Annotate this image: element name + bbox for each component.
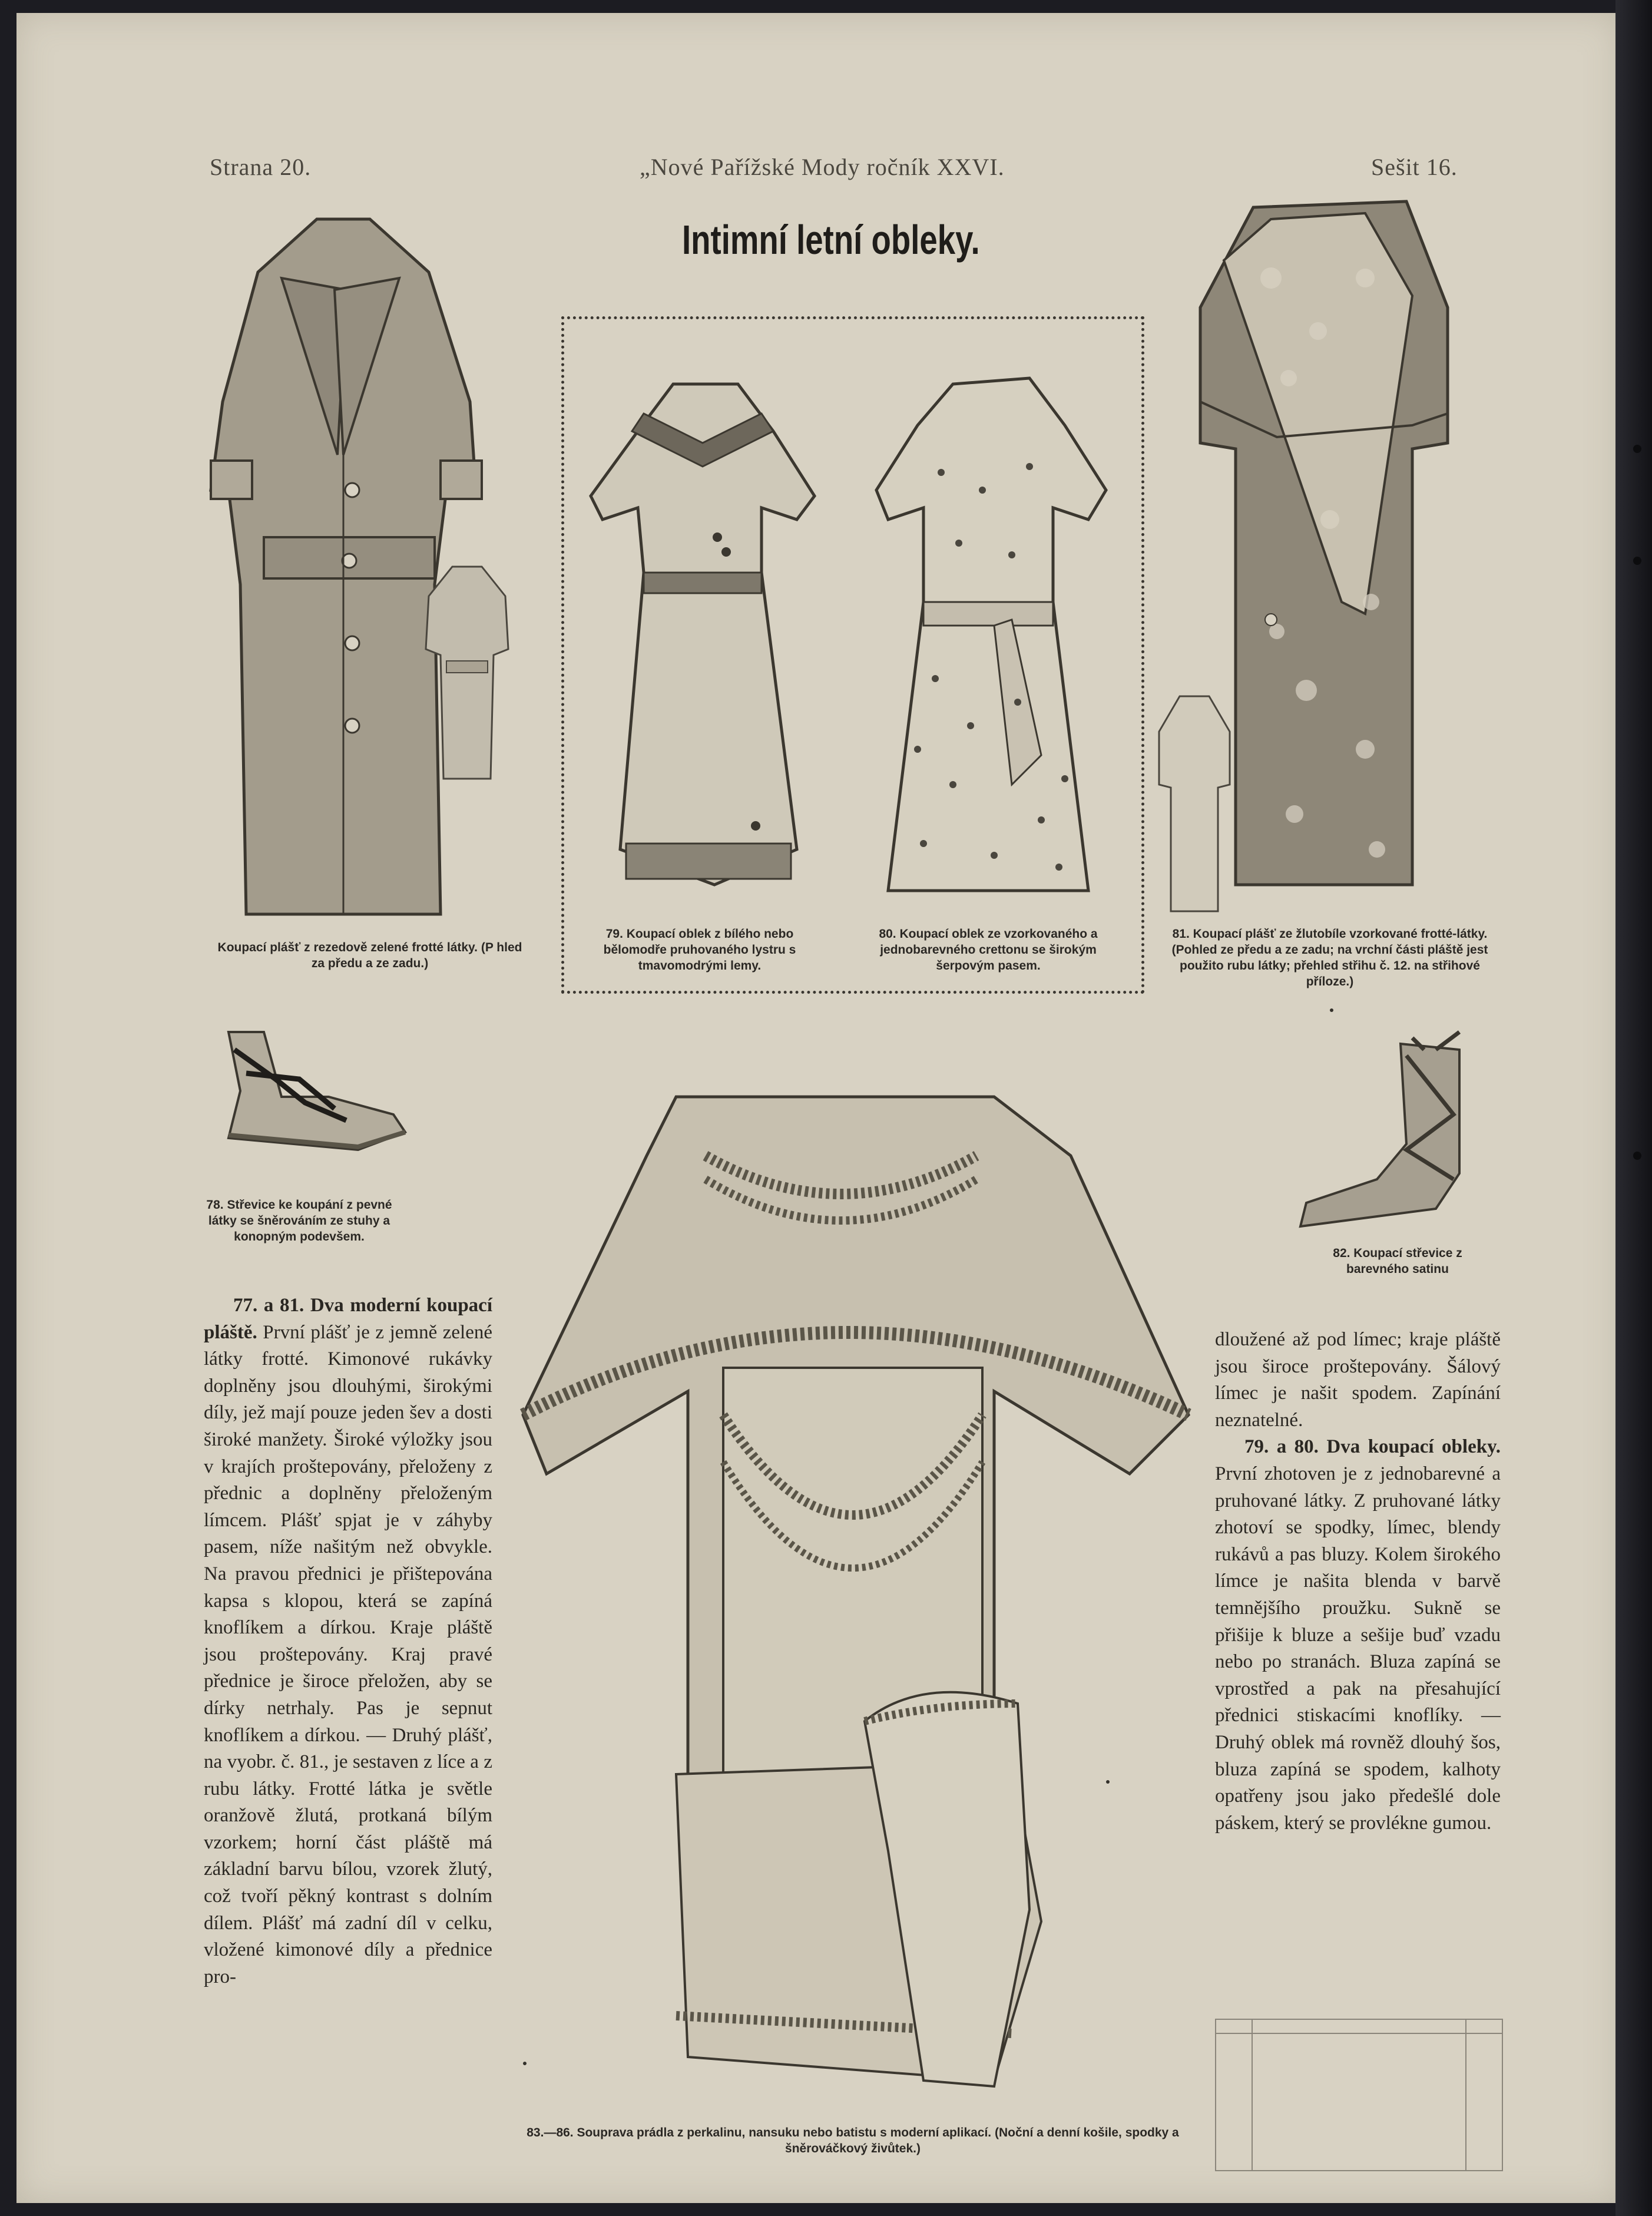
issue-number: Sešit 16. <box>1371 154 1458 180</box>
article-right-heading: Dva koupací obleky. <box>1326 1436 1501 1458</box>
book-edge <box>1615 0 1652 2216</box>
caption-82: 82. Koupací střevice z barevného satinu <box>1333 1246 1462 1276</box>
magazine-title: „Nové Pařížské Mody ročník XXVI. <box>640 154 1005 180</box>
pattern-box <box>1215 2019 1503 2171</box>
edge-mark <box>1633 445 1641 453</box>
shoe-82-illustration <box>1283 1026 1495 1238</box>
article-right-heading-nums: 79. a 80. <box>1244 1436 1319 1458</box>
coat-77-back-view <box>423 561 511 785</box>
caption-78: 78. Střevice ke koupání z pevné látky se šněrováním ze stuhy a konopným podevšem. <box>206 1198 392 1243</box>
caption-79: 79. Koupací oblek z bílého nebo bělomodře pruhovaného lystru s tmavomodrými lemy. <box>603 927 796 973</box>
magazine-page <box>16 13 1620 2203</box>
bathing-suit-80-illustration <box>865 372 1130 914</box>
caption-83-86: 83.—86. Souprava prádla z perkalinu, nansuku nebo batistu s moderní aplikací. (Noční a denní košile, spodky a šněrováčkový živůtek.) <box>527 2126 1179 2155</box>
edge-mark <box>1633 557 1641 565</box>
article-right-body: První zhotoven je z jednobarevné a pruhované látky. Z pruhované látky zhotoví se spodky, límec, blendy rukávů a pas bluzy. Kolem širokého límce je našita blenda v barvě temnějšího proužku. Sukně se přišije k bluze a sešije buď vzadu nebo po stranách. Bluza zapíná se vprostřed a pak na přesahující přednici stiskacími knoflíky. — Druhý oblek má rovněž dlouhý šos, bluza zapíná se spodem, kalhoty opatřeny jsou jako předešlé dole páskem, který se provlékne gumou. <box>1215 1463 1501 1834</box>
caption-81: 81. Koupací plášť ze žlutobíle vzorkované frotté-látky. (Pohled ze předu a ze zadu; na vrchní části pláště jest použito rubu látky; přehled střihu č. 12. na střihové příloze.) <box>1171 927 1488 988</box>
caption-77: Koupací plášť z rezedově zelené frotté látky. (P hled za předu a ze zadu.) <box>217 941 522 970</box>
lingerie-set-83-86-illustration <box>511 1085 1206 2122</box>
page-title: Intimní letní obleky. <box>682 217 980 263</box>
bathing-suit-79-illustration <box>585 378 838 908</box>
article-left-heading-nums: 77. a 81. <box>233 1295 304 1316</box>
ink-speck <box>1106 1780 1110 1784</box>
article-right-continuation: dloužené až pod límec; kraje pláště jsou široce proštepovány. Šálový límec je našit spodem. Zapínání neznatelné. <box>1215 1329 1501 1431</box>
article-left-body: První plášť je z jemně zelené látky frotté. Kimonové rukávky doplněny jsou dlouhými, širokými díly, jež mají pouze jeden šev a dosti široké manžety. Široké výložky jsou v krajích proštepovány, přeloženy z přednic a doplněny přeloženým límcem. Plášť spjat je v záhyby pasem, níže našitým než obvykle. Na pravou přednici je přištepována kapsa s klopou, která se zapíná knoflíkem a dírkou. Kraje pláště jsou proštepovány. Kraj pravé přednice je široce přeložen, aby se dírky netrhaly. Pas je sepnut knoflíkem a dírkou. — Druhý plášť, na vyobr. č. 81., je sestaven z líce a z rubu látky. Frotté látka je světle oranžově žlutá, protkaná bílým vzorkem; horní část pláště má základní barvu bílou, vzorek žlutý, což tvoří pěkný kontrast s dolním dílem. Plášť má zadní díl v celku, vložené kimonové díly a přednice pro- <box>204 1321 493 1987</box>
ink-speck <box>1330 1008 1333 1012</box>
article-right <box>1215 1327 1501 1837</box>
shoe-78-illustration <box>211 1008 417 1162</box>
article-left-heading: Dva moderní koupací pláště. <box>204 1295 492 1343</box>
edge-mark <box>1633 1152 1641 1160</box>
caption-80: 80. Koupací oblek ze vzorkovaného a jednobarevného crettonu se širokým šerpovým pasem. <box>879 927 1098 973</box>
robe-81-back-view <box>1153 690 1236 914</box>
article-left <box>204 1292 492 1990</box>
ink-speck <box>523 2062 527 2065</box>
page-number: Strana 20. <box>210 154 312 180</box>
